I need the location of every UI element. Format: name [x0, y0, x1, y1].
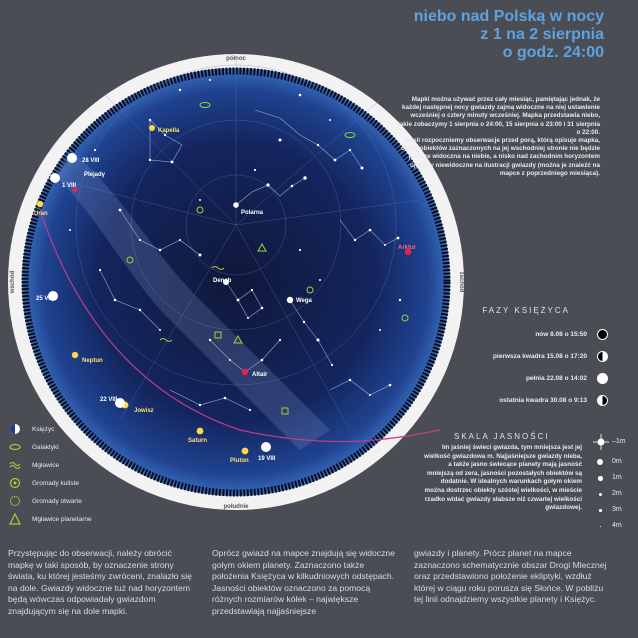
magnitude-minus1-icon	[590, 434, 612, 450]
moon-phase-label: ostatnia kwadra 30.08 o 9:13	[499, 396, 587, 404]
direction-west: zachód	[458, 271, 464, 293]
globular-cluster-icon	[8, 477, 22, 489]
legend-label: Mgławice	[32, 461, 60, 469]
legend-label: Gromady kuliste	[32, 479, 79, 487]
star-polarna	[233, 202, 239, 208]
legend-item	[8, 438, 128, 456]
planetary-nebula-icon	[8, 513, 22, 525]
full-moon-icon	[597, 373, 608, 384]
direction-south: południe	[223, 504, 249, 510]
magnitude-label: 3m	[612, 506, 622, 513]
moon-phases-heading: FAZY KSIĘŻYCA	[482, 306, 570, 315]
magnitude-row	[588, 472, 628, 486]
magnitude-label: 2m	[612, 490, 622, 497]
magnitude-row	[588, 488, 628, 502]
nebula-icon	[8, 459, 22, 471]
label-deneb: Deneb	[213, 278, 232, 284]
last-quarter-moon-icon	[597, 395, 608, 406]
planet-saturn	[197, 428, 204, 435]
legend-item	[8, 420, 128, 438]
magnitude-label: 0m	[612, 458, 622, 465]
open-cluster-icon	[8, 495, 22, 507]
magnitude-1-dot	[598, 476, 603, 481]
magnitude-3-dot	[599, 509, 602, 512]
moon-phases	[448, 306, 608, 411]
label-neptun: Neptun	[82, 358, 103, 364]
magnitude-0-dot	[597, 459, 603, 465]
brightness-scale-text: Im jaśniej świeci gwiazda, tym mniejsza jest jej wielkość gwiazdowa m. Najjaśniejsze gwiazdy nieba, a także jasno świecące planety mają jasność mniejszą od zera, jasności pozostałych obiektów są dodatnie. W idealnych warunkach gołym okiem można dostrzec obiekty szóstej wielkości, w mieście rzadko widać gwiazdy słabsze niż czwartej wielkości gwiazdowej.	[424, 444, 582, 512]
label-jowisz: Jowisz	[134, 408, 154, 414]
magnitude-label: 1m	[612, 474, 622, 481]
moon-icon	[8, 423, 22, 435]
brightness-scale	[420, 432, 630, 529]
legend-item	[8, 510, 128, 528]
label-polarna: Polarna	[241, 210, 264, 216]
magnitude-row	[588, 436, 628, 450]
label-wega: Wega	[296, 298, 312, 304]
magnitude-4-dot	[600, 526, 602, 528]
label-moon-19-viii: 19 VIII	[258, 456, 276, 462]
direction-east: wschód	[10, 270, 16, 294]
moon-phase-label: nów 8.08 o 15:50	[535, 330, 587, 338]
magnitude-row	[588, 520, 628, 534]
description-paragraph-1: Mapki można używać przez cały miesiąc, pamiętając jednak, że każdej następnej nocy gwiazdy zajmą widoczne na niej ustawienie wcześniej o cztery minuty wcześniej. Mapka przedstawia niebo, jakie zobaczymy 1 sierpnia o 24:00, 15 sierpnia o 23:00 i 31 sierpnia o 22:00.	[398, 96, 600, 136]
label-saturn: Saturn	[188, 438, 208, 444]
label-moon-25-viii: 25 VIII	[36, 296, 54, 302]
label-moon-22-viii: 22 VIII	[100, 397, 118, 403]
label-altair: Altair	[252, 372, 268, 378]
moon-phase-row	[448, 367, 608, 389]
legend-label: Mgławice planetarne	[32, 515, 92, 523]
planet-neptun	[72, 352, 78, 358]
legend-label: Księżyc	[32, 425, 55, 433]
legend-label: Gromady otwarte	[32, 497, 82, 505]
first-quarter-moon-icon	[597, 351, 608, 362]
magnitude-row	[588, 504, 628, 518]
legend-item	[8, 456, 128, 474]
footer-column-1: Przystępując do obserwacji, należy obrócić mapkę w taki sposób, by oznaczenie strony świata, ku której jesteśmy zwróceni, znalazło się na dole. Gwiazdy widoczne tuż nad horyzontem będą wówczas odpowiadały gwiazdom znajdującym się na dole mapki.	[8, 548, 192, 616]
footer-column-2: Oprócz gwiazd na mapce znajdują się widoczne gołym okiem planety. Zaznaczono także położenia Księżyca w kilkudniowych odstępach. Jasności obiektów oznaczono za pomocą różnych rozmiarów kółek – największe przedstawiają najjaśniejsze	[212, 548, 395, 616]
magnitude-label: –1m	[612, 438, 626, 445]
label-pluton: Pluton	[230, 458, 249, 464]
legend-label: Galaktyki	[32, 443, 59, 451]
moon-phase-row	[448, 323, 608, 345]
moon-phase-row	[448, 345, 608, 367]
magnitude-row	[588, 456, 628, 470]
brightness-scale-heading: SKALA JASNOŚCI	[454, 432, 550, 441]
label-uran: Uran	[34, 211, 48, 217]
moon-1-viii	[50, 173, 60, 183]
magnitude-2-dot	[599, 493, 603, 497]
moon-19-viii	[261, 442, 271, 452]
label-arktur: Arktur	[398, 245, 417, 251]
title-line-2: z 1 na 2 sierpnia	[480, 26, 604, 43]
moon-phase-label: pierwsza kwadra 15.08 o 17:20	[493, 352, 587, 360]
legend-item	[8, 492, 128, 510]
magnitude-label: 4m	[612, 522, 622, 529]
moon-28-viii	[67, 153, 77, 163]
star-kapella	[149, 125, 155, 131]
star-wega	[287, 297, 293, 303]
map-legend	[8, 420, 128, 528]
label-moon-1-viii: 1 VIII	[62, 183, 77, 189]
planet-pluton	[242, 448, 249, 455]
footer-column-3: gwiazdy i planety. Prócz planet na mapce zaznaczono schematycznie obszar Drogi Mlecznej oraz przedstawiono położenie ekliptyki, wzdłuż której w ciągu roku porusza się Słońce. W pobliżu tej linii odnajdziemy wszystkie planety i Księżyc.	[414, 548, 607, 604]
galaxy-icon	[8, 441, 22, 453]
star-altair	[242, 369, 248, 375]
moon-phase-label: pełnia 22.08 o 14:02	[525, 374, 587, 382]
title-line-1: niebo nad Polską w nocy	[413, 8, 604, 25]
planet-uran	[37, 201, 43, 207]
description-paragraph-2: Jeżeli rozpoczniemy obserwacje przed porą, którą opisuje mapka, część obiektów zaznaczonych na jej wschodniej stronie nie będzie jeszcze widoczna na niebie, a nisko nad zachodnim horyzontem ujrzymy niewidoczne na ilustracji gwiazdy (można je znaleźć na mapce z poprzedniego miesiąca).	[400, 137, 600, 177]
label-moon-28-viii: 28 VIII	[82, 158, 100, 164]
label-plejady: Plejady	[84, 172, 106, 178]
moon-phase-row	[448, 389, 608, 411]
direction-north: północ	[226, 56, 246, 62]
title-line-3: o godz. 24:00	[502, 44, 604, 61]
legend-item	[8, 474, 128, 492]
map-description	[396, 96, 600, 178]
label-kapella: Kapella	[158, 128, 180, 134]
new-moon-icon	[597, 329, 608, 340]
